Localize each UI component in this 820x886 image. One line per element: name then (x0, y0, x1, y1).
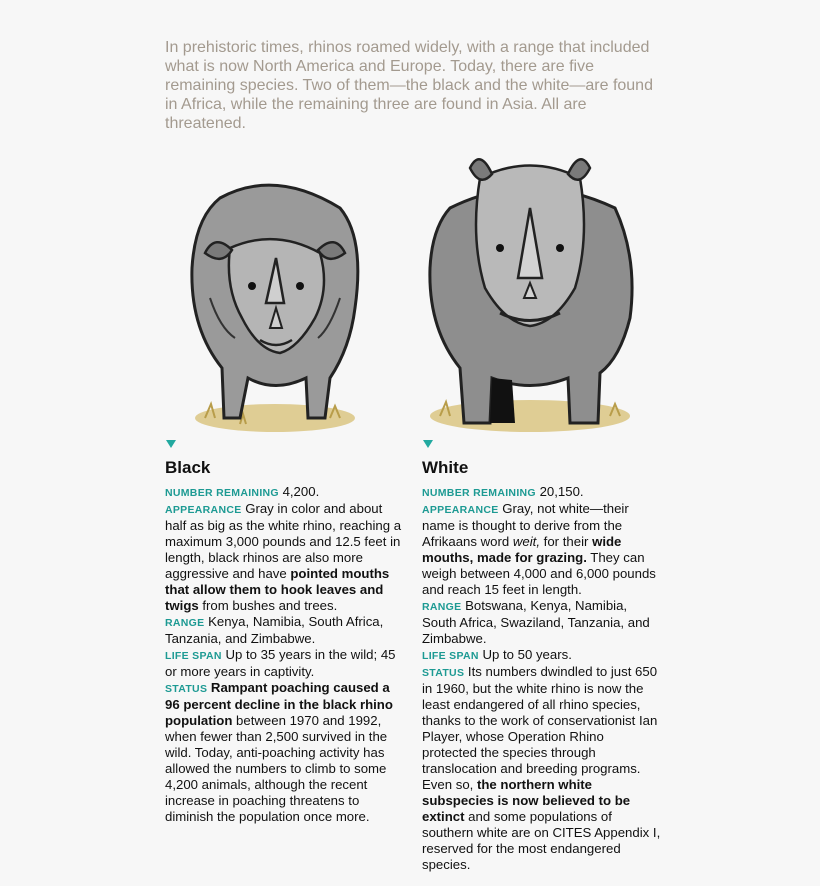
black-number-value: 4,200. (282, 484, 320, 499)
black-appearance-bold: pointed mouths that allow them to hook leaves and twigs (165, 566, 390, 613)
white-status-text-2: and some populations of southern white are on CITES Appendix I, reserved for the most endangered species. (422, 809, 661, 872)
white-appearance-italic: weit, (512, 534, 541, 549)
range-label: RANGE (165, 617, 205, 629)
black-lifespan-value: Up to 35 years in the wild; 45 or more years in captivity. (165, 647, 396, 679)
intro-paragraph: In prehistoric times, rhinos roamed widely, with a range that included what is now North America and Europe. Today, there are five remaining species. Two of them—the black and the white—are found in Africa, while the remaining three are found in Asia. All are threatened. (165, 39, 653, 132)
white-lifespan (422, 647, 662, 664)
white-lifespan-value: Up to 50 years. (482, 647, 572, 662)
white-rhino-illustration (420, 148, 640, 440)
appearance-label: APPEARANCE (165, 504, 242, 516)
triangle-marker-icon (423, 440, 433, 448)
white-appearance-bold: wide mouths, made for grazing. (422, 534, 622, 565)
black-rhino-illustration (180, 178, 370, 440)
black-rhino-section (165, 440, 405, 825)
black-number-remaining (165, 484, 405, 501)
black-range-value: Kenya, Namibia, South Africa, Tanzania, and Zimbabwe. (165, 614, 384, 646)
black-status-bold: Rampant poaching caused a 96 percent decline in the black rhino population (165, 680, 393, 728)
white-status-text-1: Its numbers dwindled to just 650 in 1960, but the white rhino is now the least endangered of all rhino species, thanks to the work of conservationist Ian Player, whose Operation Rhino protected the species through translocation and breeding programs. Even so, (422, 664, 658, 792)
white-number-value: 20,150. (539, 484, 584, 499)
number-remaining-label: NUMBER REMAINING (165, 487, 279, 499)
black-lifespan (165, 647, 405, 680)
lifespan-label: LIFE SPAN (422, 650, 479, 662)
white-status-bold: the northern white subspecies is now believed to be extinct (422, 777, 631, 824)
range-label: RANGE (422, 601, 462, 613)
black-appearance-text-1: Gray in color and about half as big as the white rhino, reaching a maximum 3,000 pounds and 12.5 feet in length, black rhinos are also more aggressive and have (165, 501, 402, 581)
white-appearance-text-1: Gray, not white—their name is thought to derive from the Afrikaans word (422, 501, 629, 549)
white-rhino-heading: White (422, 458, 469, 477)
black-range (165, 614, 405, 647)
white-appearance-text-3: They can weigh between 4,000 and 6,000 pounds and reach 15 feet in length. (422, 550, 656, 597)
black-status (165, 680, 405, 825)
white-number-remaining (422, 484, 662, 501)
black-status-text: between 1970 and 1992, when fewer than 2,500 survived in the wild. Today, anti-poaching activity has allowed the numbers to climb to some 4,200 animals, although the recent increase in poaching threatens to diminish the population once more. (165, 713, 388, 824)
white-appearance (422, 501, 662, 598)
black-appearance-text-2: from bushes and trees. (198, 598, 338, 613)
black-appearance (165, 501, 405, 614)
appearance-label: APPEARANCE (422, 504, 499, 516)
black-rhino-heading: Black (165, 458, 211, 477)
white-status (422, 664, 662, 873)
number-remaining-label: NUMBER REMAINING (422, 487, 536, 499)
triangle-marker-icon (166, 440, 176, 448)
status-label: STATUS (422, 667, 465, 679)
white-range (422, 598, 662, 647)
lifespan-label: LIFE SPAN (165, 650, 222, 662)
status-label: STATUS (165, 683, 208, 695)
white-range-value: Botswana, Kenya, Namibia, South Africa, Swaziland, Tanzania, and Zimbabwe. (422, 598, 650, 646)
white-rhino-section (422, 440, 662, 873)
white-appearance-text-2: for their (540, 534, 593, 549)
